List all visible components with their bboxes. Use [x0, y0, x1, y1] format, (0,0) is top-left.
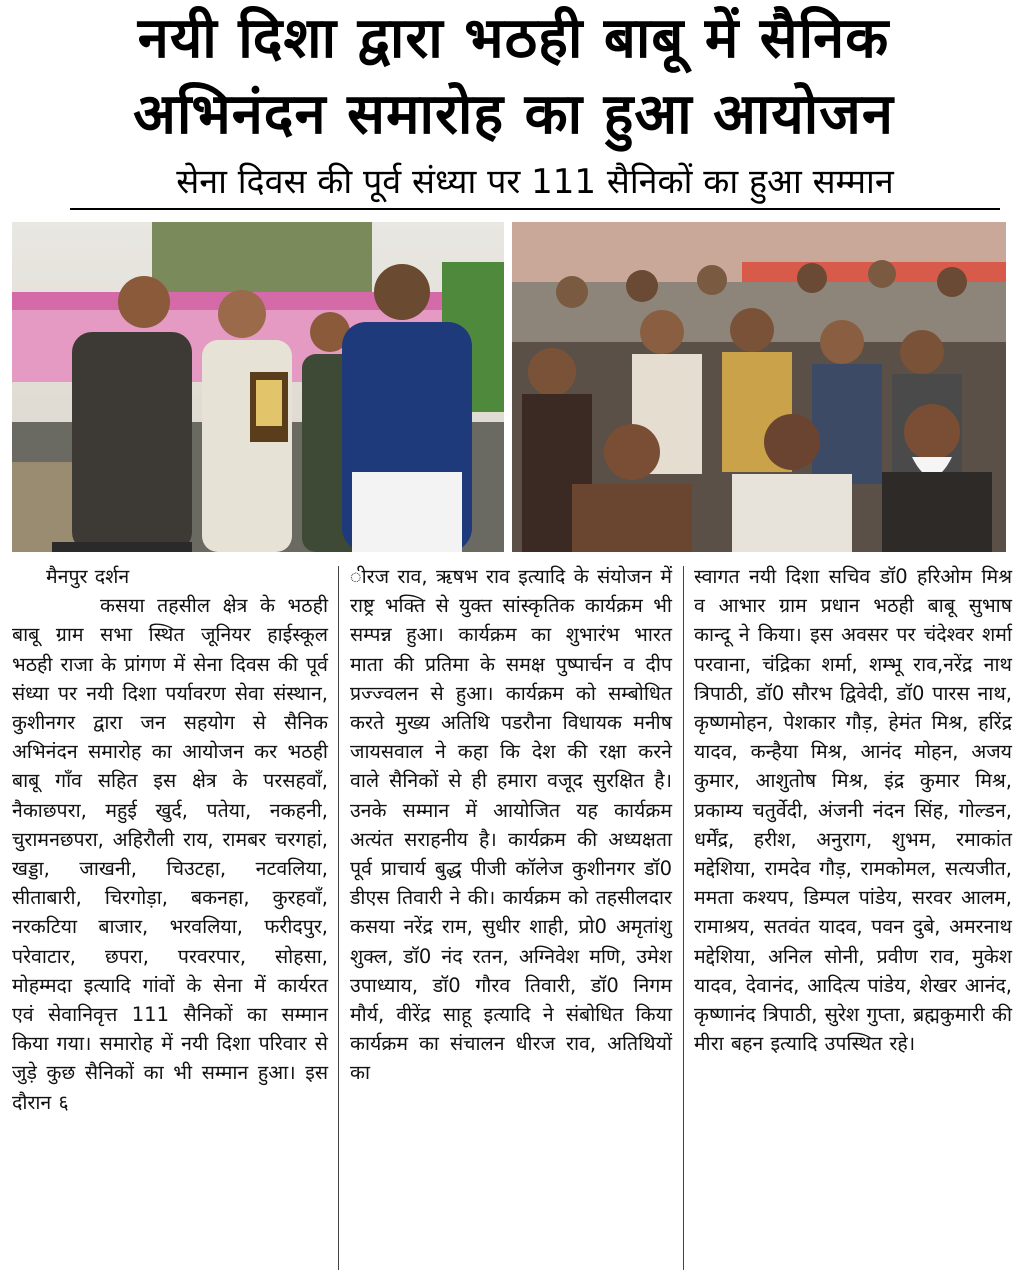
column-divider-2	[683, 566, 684, 1270]
column-1-text	[12, 591, 328, 1117]
column-3-text: स्वागत नयी दिशा सचिव डॉ0 हरिओम मिश्र व आभार ग्राम प्रधान भठही बाबू सुभाष कान्दू ने किया। इस अवसर पर चंदेश्वर शर्मा परवाना, चंद्रिका शर्मा, शम्भू राव,नरेंद्र नाथ त्रिपाठी, डॉ0 सौरभ द्विवेदी, डॉ0 पारस नाथ, कृष्णमोहन, पेशकार गौड़, हेमंत मिश्र, हरिंद्र यादव, कन्हैया मिश्र, आनंद मोहन, अजय कुमार, आशुतोष मिश्र, इंद्र कुमार मिश्र, प्रकाम्य चतुर्वेदी, अंजनी नंदन सिंह, गोल्डन, धर्मेंद्र, हरीश, अनुराग, शुभम, रमाकांत मद्देशिया, रामदेव गौड़, रामकोमल, सत्यजीत, ममता कश्यप, डिम्पल पांडेय, सरवर आलम, रामाश्रय, सतवंत यादव, पवन दुबे, अमरनाथ मद्देशिया, अनिल सोनी, प्रवीण राव, मुकेश यादव, देवानंद, आदित्य पांडेय, शेखर आनंद, कृष्णानंद त्रिपाठी, सुरेश गुप्ता, ब्रह्मकुमारी की मीरा बहन इत्यादि उपस्थित रहे।	[694, 565, 1012, 1056]
column-1-body: कसया तहसील क्षेत्र के भठही बाबू ग्राम सभा स्थित जूनियर हाईस्कूल भठही राजा के प्रांगण में सेना दिवस की पूर्व संध्या पर नयी दिशा पर्यावरण सेवा संस्थान, कुशीनगर द्वारा जन सहयोग से सैनिक अभिनंदन समारोह का आयोजन कर भठही बाबू गाँव सहित इस क्षेत्र के परसहवाँ, नैकाछपरा, महुई खुर्द, पतेया, नकहनी, चुरामनछपरा, अहिरौली राय, रामबर चरगहां, खड्डा, जाखनी, चिउटहा, नटवलिया, सीताबारी, चिरगोड़ा, बकनहा, कुरहवाँ, नरकटिया बाजार, भरवलिया, फरीदपुर, परेवाटार, छपरा, परवरपार, सोहसा, मोहम्मदा इत्यादि गांवों के सेना में कार्यरत एवं सेवानिवृत्त 111 सैनिकों का सम्मान किया गया। समारोह में नयी दिशा परिवार से जुड़े कुछ सैनिकों का भी सम्मान हुआ। इस दौरान ६	[12, 594, 328, 1114]
headline-line-1: नयी दिशा द्वारा भठही बाबू में सैनिक	[137, 6, 890, 71]
seated-soldiers-audience-photo	[512, 222, 1006, 552]
dateline: मैनपुर दर्शन	[46, 565, 130, 588]
column-divider-1	[338, 566, 339, 1270]
headline-line-2: अभिनंदन समारोह का हुआ आयोजन	[133, 82, 894, 147]
article-column-1	[12, 562, 328, 1117]
column-2-text: ीरज राव, ऋषभ राव इत्यादि के संयोजन में राष्ट्र भक्ति से युक्त सांस्कृतिक कार्यक्रम भी सम्पन्न हुआ। कार्यक्रम का शुभारंभ भारत माता की प्रतिमा के समक्ष पुष्पार्चन व दीप प्रज्ज्वलन से हुआ। कार्यक्रम को सम्बोधित करते मुख्य अतिथि पडरौना विधायक मनीष जायसवाल ने कहा कि देश की रक्षा करने वाले सैनिकों से ही हमारा वजूद सुरक्षित है। उनके सम्मान में आयोजित यह कार्यक्रम अत्यंत सराहनीय है। कार्यक्रम की अध्यक्षता पूर्व प्राचार्य बुद्ध पीजी कॉलेज कुशीनगर डॉ0 डीएस तिवारी ने की। कार्यक्रम को तहसीलदार कसया नरेंद्र राम, सुधीर शाही, प्रो0 अमृतांशु शुक्ल, डॉ0 नंद रतन, अग्निवेश मणि, उमेश उपाध्याय, डॉ0 गौरव तिवारी, डॉ0 निगम मौर्य, वीरेंद्र साहू इत्यादि ने संबोधित किया कार्यक्रम का संचालन धीरज राव, अतिथियों का	[350, 565, 672, 1085]
subheadline: सेना दिवस की पूर्व संध्या पर 111 सैनिकों का हुआ सम्मान	[70, 160, 1000, 210]
article-column-2	[350, 562, 672, 1088]
award-ceremony-photo	[12, 222, 504, 552]
article-column-3	[694, 562, 1012, 1058]
